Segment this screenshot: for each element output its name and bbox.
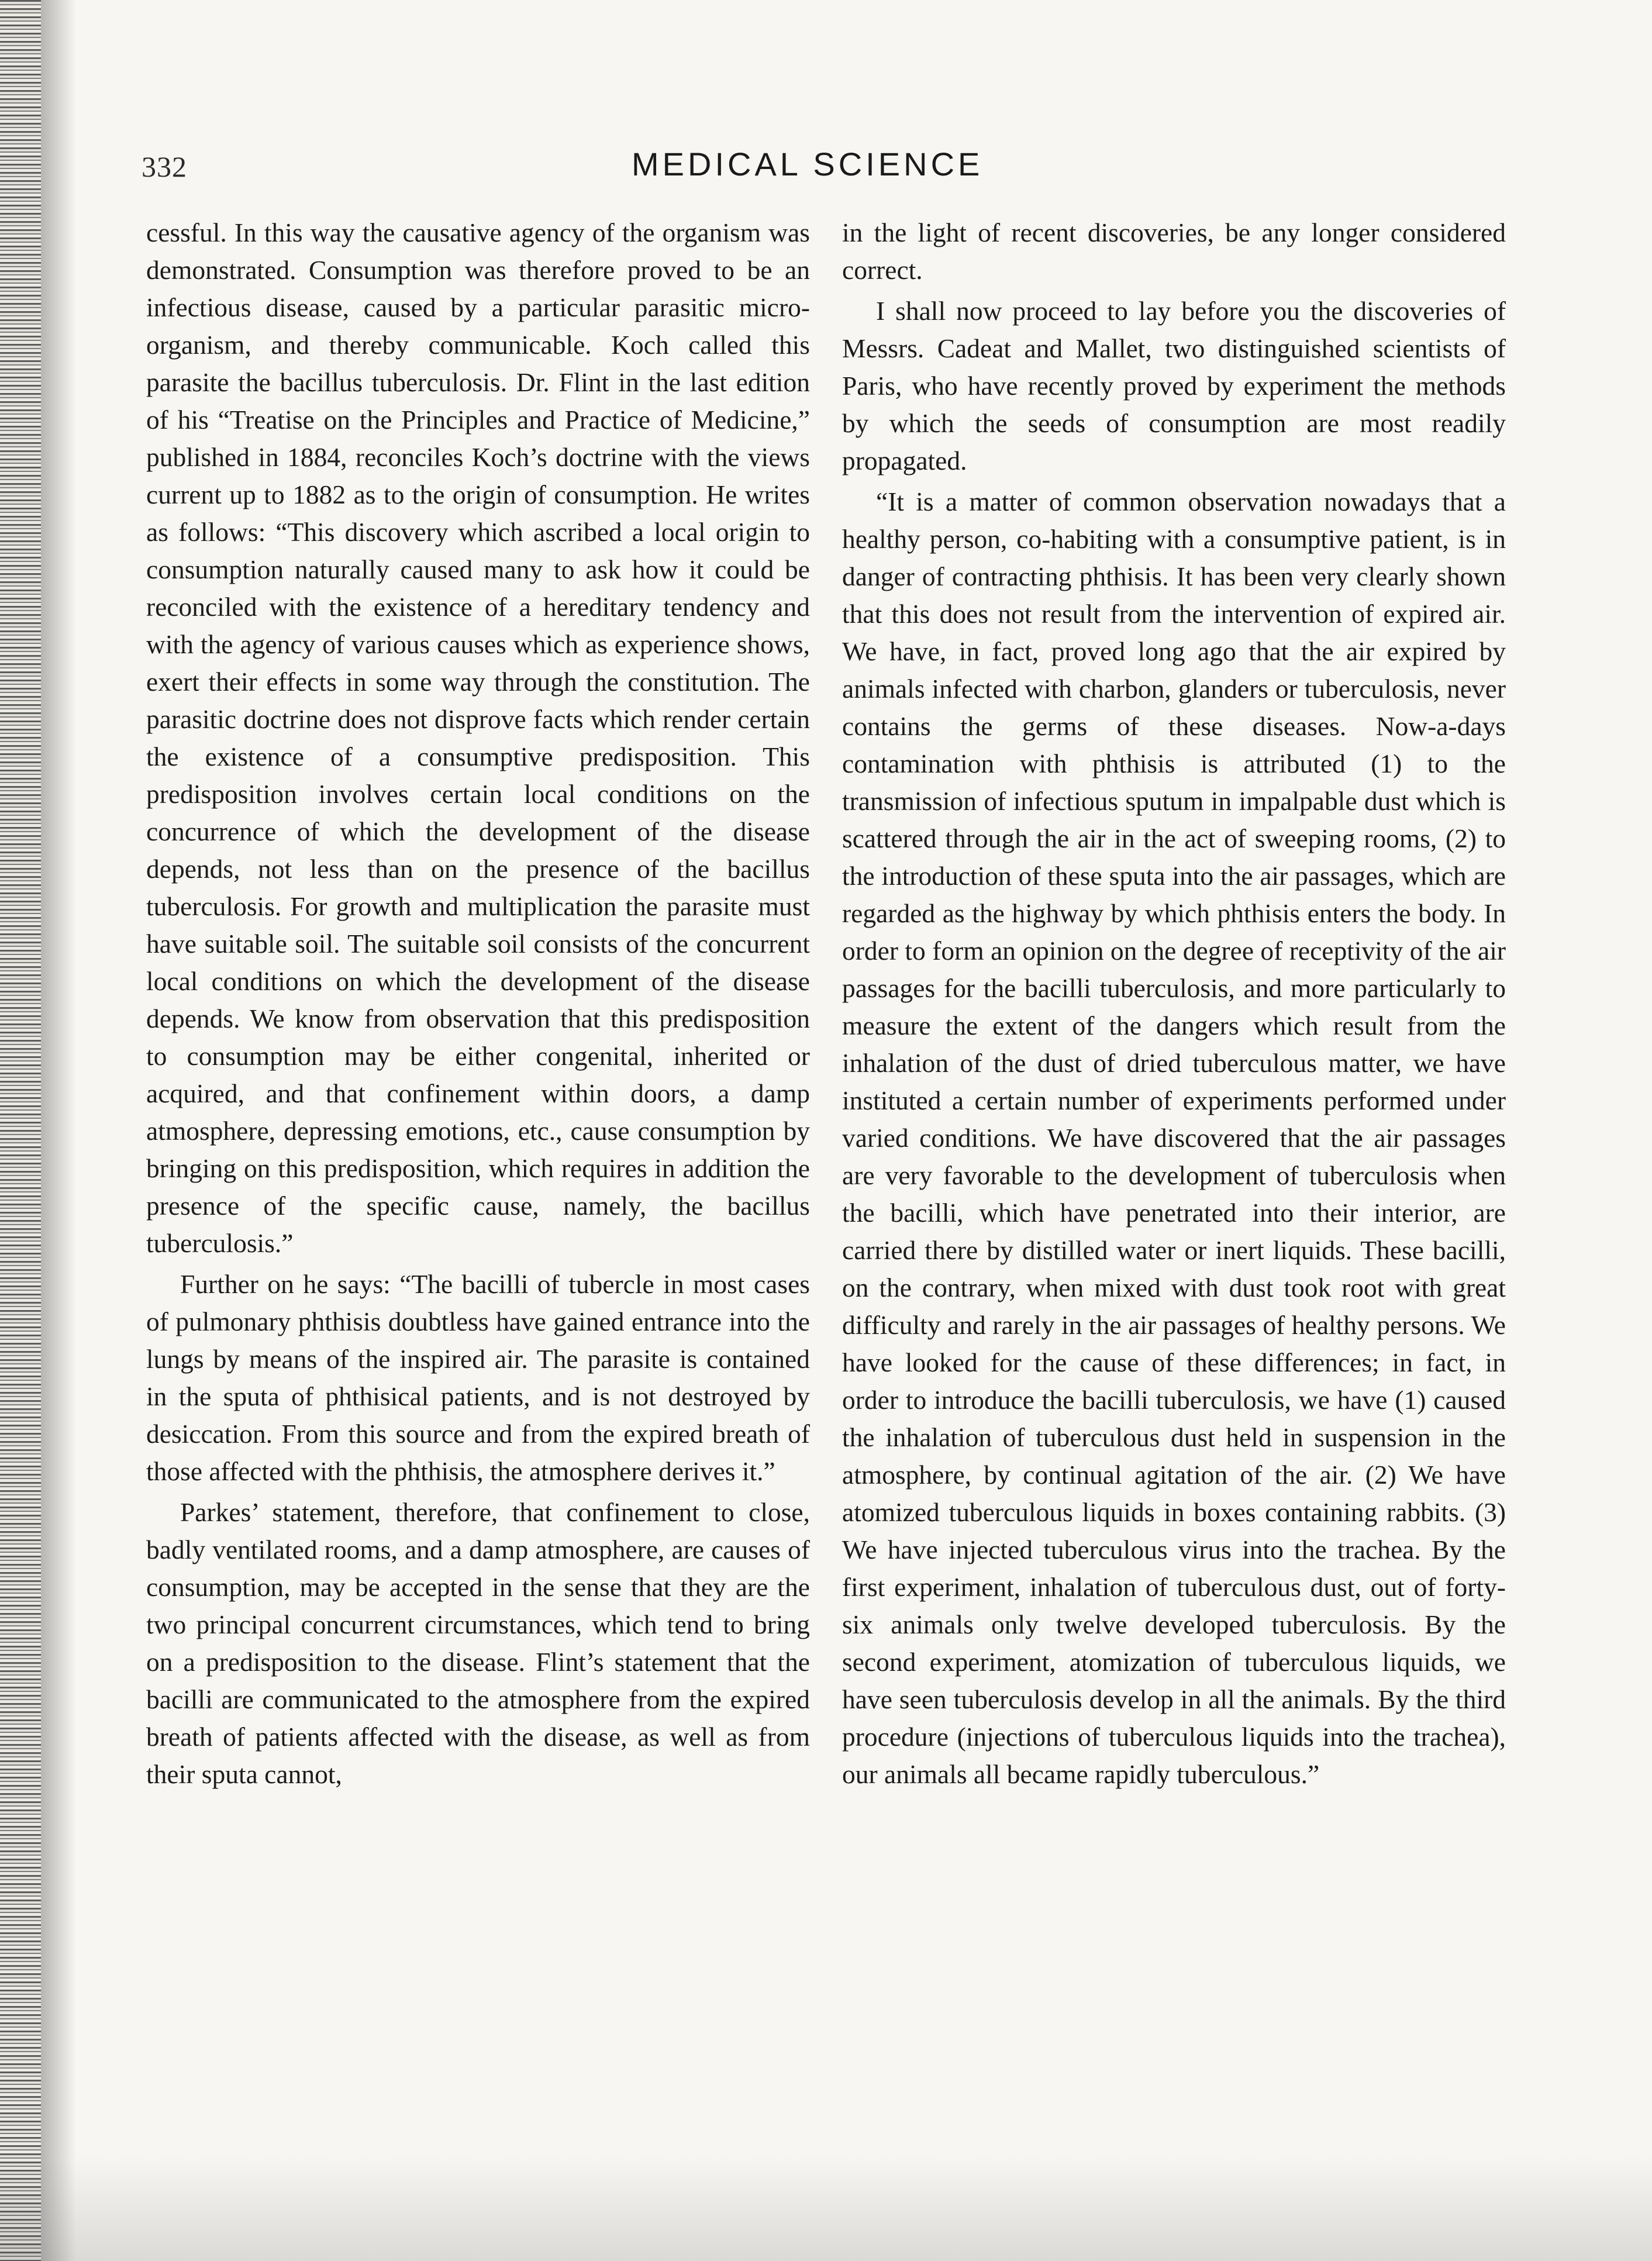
page-number: 332 [142, 150, 187, 183]
paragraph: Parkes’ statement, therefore, that confinement to close, badly ventilated rooms, and a damp atmosphere, are causes of consumption, may be accepted in the sense that they are the two principal concurrent circumstances, which tend to bring on a predisposition to the disease. Flint’s statement that the bacilli are communicated to the atmosphere from the expired breath of patients affected with the disease, as well as from their sputa cannot, [146, 1497, 810, 1789]
paragraph: in the light of recent discoveries, be any longer considered correct. [842, 218, 1506, 285]
paragraph: “It is a matter of common observation nowadays that a healthy person, co-habiting with a consumptive patient, is in danger of contracting phthisis. It has been very clearly shown that this does not result from the intervention of expired air. We have, in fact, proved long ago that the air expired by animals infected with charbon, glanders or tuberculosis, never contains the germs of these diseases. Now-a-days contamination with phthisis is attributed (1) to the transmission of infectious sputum in impalpable dust which is scattered through the air in the act of sweeping rooms, (2) to the introduction of these sputa into the air passages, which are regarded as the highway by which phthisis enters the body. In order to form an opinion on the degree of receptivity of the air passages for the bacilli tuberculosis, and more particularly to measure the extent of the dangers which result from the inhalation of the dust of dried tuberculous matter, we have instituted a certain number of experiments performed under varied conditions. We have discovered that the air passages are very favorable to the development of tuberculosis when the bacilli, which have penetrated into their interior, are carried there by distilled water or inert liquids. These bacilli, on the contrary, when mixed with dust took root with great difficulty and rarely in the air passages of healthy persons. We have looked for the cause of these differences; in fact, in order to introduce the bacilli tuberculosis, we have (1) caused the inhalation of tuberculous dust held in suspension in the atmosphere, by continual agitation of the air. (2) We have atomized tuberculous liquids in boxes containing rabbits. (3) We have injected tuberculous virus into the trachea. By the first experiment, inhalation of tuberculous dust, out of forty-six animals only twelve developed tuberculosis. By the second experiment, atomization of tuberculous liquids, we have seen tuberculosis develop in all the animals. By the third procedure (injections of tuberculous liquids into the trachea), our animals all became rapidly tuberculous.” [842, 487, 1506, 1789]
paragraph: Further on he says: “The bacilli of tubercle in most cases of pulmonary phthisis doubtless have gained entrance into the lungs by means of the inspired air. The parasite is contained in the sputa of phthisical patients, and is not destroyed by desiccation. From this source and from the expired breath of those affected with the phthisis, the atmosphere derives it.” [146, 1269, 810, 1486]
paragraph: I shall now proceed to lay before you the discoveries of Messrs. Cadeat and Mallet, two distinguished scientists of Paris, who have recently proved by experiment the methods by which the seeds of consumption are most readily propagated. [842, 296, 1506, 475]
running-head: MEDICAL SCIENCE [632, 146, 984, 182]
scan-noise-bottom [0, 2156, 1652, 2261]
right-column [842, 214, 1506, 1797]
binding-gutter-shadow [41, 0, 76, 2261]
left-column [146, 214, 810, 1797]
binding-edge-shadow [0, 0, 41, 2261]
paragraph: cessful. In this way the causative agency of the organism was demonstrated. Consumption was therefore proved to be an infectious disease, caused by a particular parasitic micro-organism, and thereby communicable. Koch called this parasite the bacillus tuberculosis. Dr. Flint in the last edition of his “Treatise on the Principles and Practice of Medicine,” published in 1884, reconciles Koch’s doctrine with the views current up to 1882 as to the origin of consumption. He writes as follows: “This discovery which ascribed a local origin to consumption naturally caused many to ask how it could be reconciled with the existence of a hereditary tendency and with the agency of various causes which as experience shows, exert their effects in some way through the constitution. The parasitic doctrine does not disprove facts which render certain the existence of a consumptive predisposition. This predisposition involves certain local conditions on the concurrence of which the development of the disease depends, not less than on the presence of the bacillus tuberculosis. For growth and multiplication the parasite must have suitable soil. The suitable soil consists of the concurrent local conditions on which the development of the disease depends. We know from observation that this predisposition to consumption may be either congenital, inherited or acquired, and that confinement within doors, a damp atmosphere, depressing emotions, etc., cause consumption by bringing on this predisposition, which requires in addition the presence of the specific cause, namely, the bacillus tuberculosis.” [146, 218, 810, 1258]
